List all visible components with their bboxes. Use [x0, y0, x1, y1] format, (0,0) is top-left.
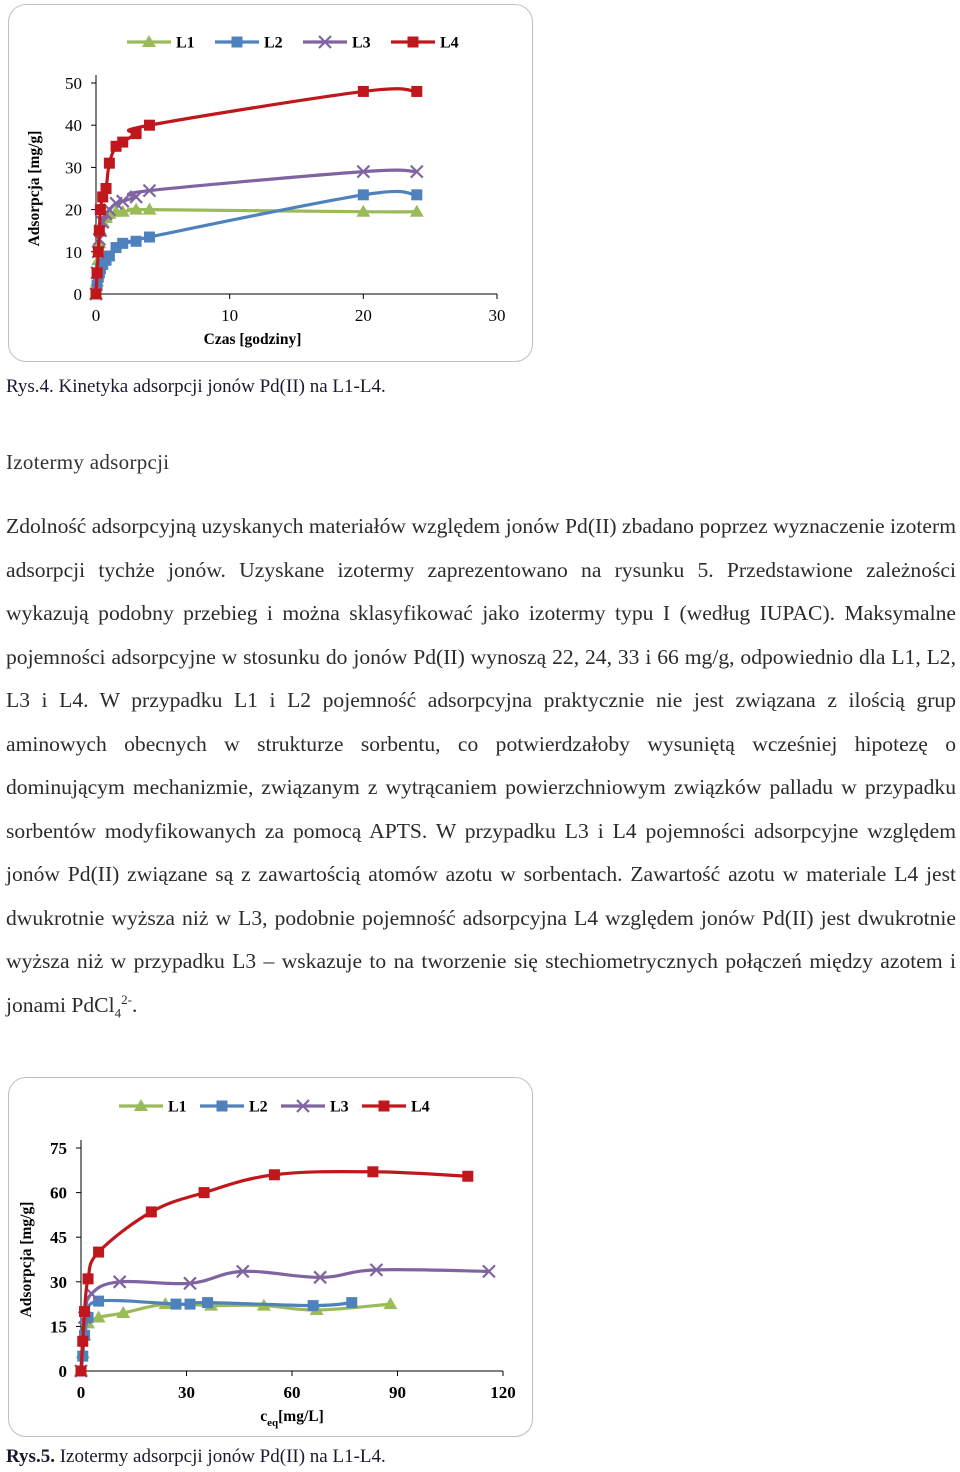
- series-l2: [91, 189, 423, 299]
- data-point-l2: [131, 236, 142, 247]
- kinetics-chart: [8, 4, 533, 362]
- x-tick-label: 10: [221, 306, 239, 325]
- figure-5-caption: [6, 1446, 386, 1468]
- x-tick-label: 120: [490, 1383, 516, 1402]
- data-point-l4: [411, 86, 422, 97]
- y-axis-title: Adsorpcja [mg/g]: [18, 1201, 35, 1318]
- figure-4-caption: Rys.4. Kinetyka adsorpcji jonów Pd(II) na L1-L4.: [6, 376, 386, 397]
- data-point-l4: [91, 289, 102, 300]
- data-point-l4: [269, 1169, 280, 1180]
- y-tick-label: 75: [50, 1139, 67, 1158]
- data-point-l4: [83, 1273, 94, 1284]
- data-point-l4: [95, 204, 106, 215]
- y-tick-label: 0: [73, 285, 82, 304]
- isotherm-chart-svg: [9, 1078, 532, 1436]
- y-tick-label: 40: [65, 116, 82, 136]
- x-tick-label: 0: [91, 306, 101, 325]
- legend-label-l2: L2: [264, 34, 283, 52]
- data-point-l2: [202, 1297, 213, 1308]
- data-point-l4: [131, 128, 142, 139]
- x-axis-title: Czas [godziny]: [203, 331, 302, 348]
- paragraph-superscript: 2-: [121, 991, 132, 1007]
- data-point-l2: [411, 189, 422, 200]
- series-line-l3: [81, 1270, 489, 1371]
- series-l3: [75, 1264, 495, 1377]
- x-tick-label: 0: [76, 1383, 86, 1402]
- data-point-l4: [146, 1206, 157, 1217]
- body-paragraph: [6, 505, 956, 1027]
- data-point-l4: [462, 1171, 473, 1182]
- x-tick-label: 60: [283, 1383, 301, 1402]
- x-axis-title: $c_{eq}[mg/L]$: [260, 1408, 324, 1429]
- series-line-l1: [96, 209, 417, 294]
- data-point-l4: [76, 1366, 87, 1377]
- y-tick-label: 30: [50, 1272, 67, 1292]
- legend-label-l3: L3: [330, 1098, 349, 1116]
- section-heading: Izotermy adsorpcji: [6, 450, 170, 474]
- legend-label-l4: L4: [411, 1098, 430, 1116]
- x-tick-label: 90: [389, 1383, 406, 1402]
- legend-label-l1: L1: [176, 34, 195, 52]
- figure-5-caption-text: Izotermy adsorpcji jonów Pd(II) na L1-L4.: [54, 1446, 386, 1467]
- data-point-l2: [170, 1299, 181, 1310]
- data-point-l4: [94, 225, 105, 236]
- data-point-l4: [104, 158, 115, 169]
- data-point-l2: [308, 1300, 319, 1311]
- legend-marker-l4: [408, 37, 419, 48]
- legend-label-l1: L1: [168, 1098, 187, 1116]
- data-point-l2: [144, 232, 155, 243]
- chart-legend: [127, 35, 459, 52]
- data-point-l4: [93, 1247, 104, 1258]
- data-point-l4: [144, 120, 155, 131]
- data-point-l4: [79, 1306, 90, 1317]
- data-point-l2: [117, 238, 128, 249]
- isotherm-chart: [8, 1077, 533, 1437]
- y-axis-title: Adsorpcja [mg/g]: [26, 130, 43, 247]
- data-point-l4: [367, 1166, 378, 1177]
- y-tick-label: 20: [65, 200, 82, 220]
- figure-5-label: Rys.5.: [6, 1446, 55, 1467]
- y-tick-label: 50: [65, 74, 82, 93]
- data-point-l4: [77, 1336, 88, 1347]
- y-tick-label: 60: [50, 1183, 67, 1203]
- data-point-l4: [117, 137, 128, 148]
- y-tick-label: 15: [50, 1317, 67, 1337]
- x-tick-label: 30: [488, 306, 506, 325]
- data-point-l4: [93, 246, 104, 257]
- paragraph-end: .: [131, 992, 138, 1017]
- y-tick-label: 10: [65, 242, 82, 262]
- data-point-l4: [101, 183, 112, 194]
- chart-legend: [119, 1099, 430, 1116]
- legend-marker-l2: [217, 1101, 228, 1112]
- kinetics-chart-svg: [9, 5, 532, 361]
- legend-marker-l2: [232, 37, 243, 48]
- x-tick-label: 20: [354, 306, 372, 325]
- data-point-l4: [92, 267, 103, 278]
- series-l1: [89, 203, 424, 299]
- series-l3: [90, 166, 423, 300]
- legend-label-l2: L2: [249, 1098, 268, 1116]
- paragraph-text: Zdolność adsorpcyjną uzyskanych materiałów względem jonów Pd(II) zbadano poprzez wyznaczenie izoterm adsorpcji tychże jonów. Uzyskane izotermy zaprezentowano na rysunku 5. Przedstawione zależności wykazują podobny przebieg i można sklasyfikować jako izotermy typu I (według IUPAC). Maksymalne pojemności adsorpcyjne w stosunku do jonów Pd(II) wynoszą 22, 24, 33 i 66 mg/g, odpowiednio dla L1, L2, L3 i L4. W przypadku L1 i L2 pojemność adsorpcyjna praktycznie nie jest związana z ilością grup aminowych obecnych w strukturze sorbentu, co potwierdzałoby wysuniętą wcześniej hipotezę o dominującym mechanizmie, związanym z wytrącaniem powierzchniowym związków palladu w przypadku sorbentów modyfikowanych za pomocą APTS. W przypadku L3 i L4 pojemności adsorpcyjne względem jonów Pd(II) związane są z zawartością atomów azotu w sorbentach. Zawartość azotu w materiale L4 jest dwukrotnie wyższa niż w L3, podobnie pojemność adsorpcyjna L4 względem jonów Pd(II) jest dwukrotnie wyższa niż w przypadku L3 – wskazuje to na tworzenie się stechiometrycznych połączeń między azotem i jonami PdCl: [6, 514, 956, 1017]
- paragraph-subscript: 4: [114, 1004, 122, 1020]
- y-tick-label: 0: [58, 1362, 67, 1381]
- data-point-l2: [185, 1299, 196, 1310]
- legend-marker-l4: [379, 1101, 390, 1112]
- series-line-l2: [96, 191, 417, 294]
- data-point-l2: [358, 189, 369, 200]
- data-point-l2: [346, 1297, 357, 1308]
- y-tick-label: 45: [50, 1228, 67, 1248]
- legend-label-l3: L3: [352, 34, 371, 52]
- data-point-l4: [358, 86, 369, 97]
- series-l1: [74, 1297, 397, 1376]
- legend-label-l4: L4: [440, 34, 459, 52]
- data-point-l4: [199, 1187, 210, 1198]
- y-tick-label: 30: [65, 158, 82, 178]
- x-tick-label: 30: [178, 1383, 195, 1402]
